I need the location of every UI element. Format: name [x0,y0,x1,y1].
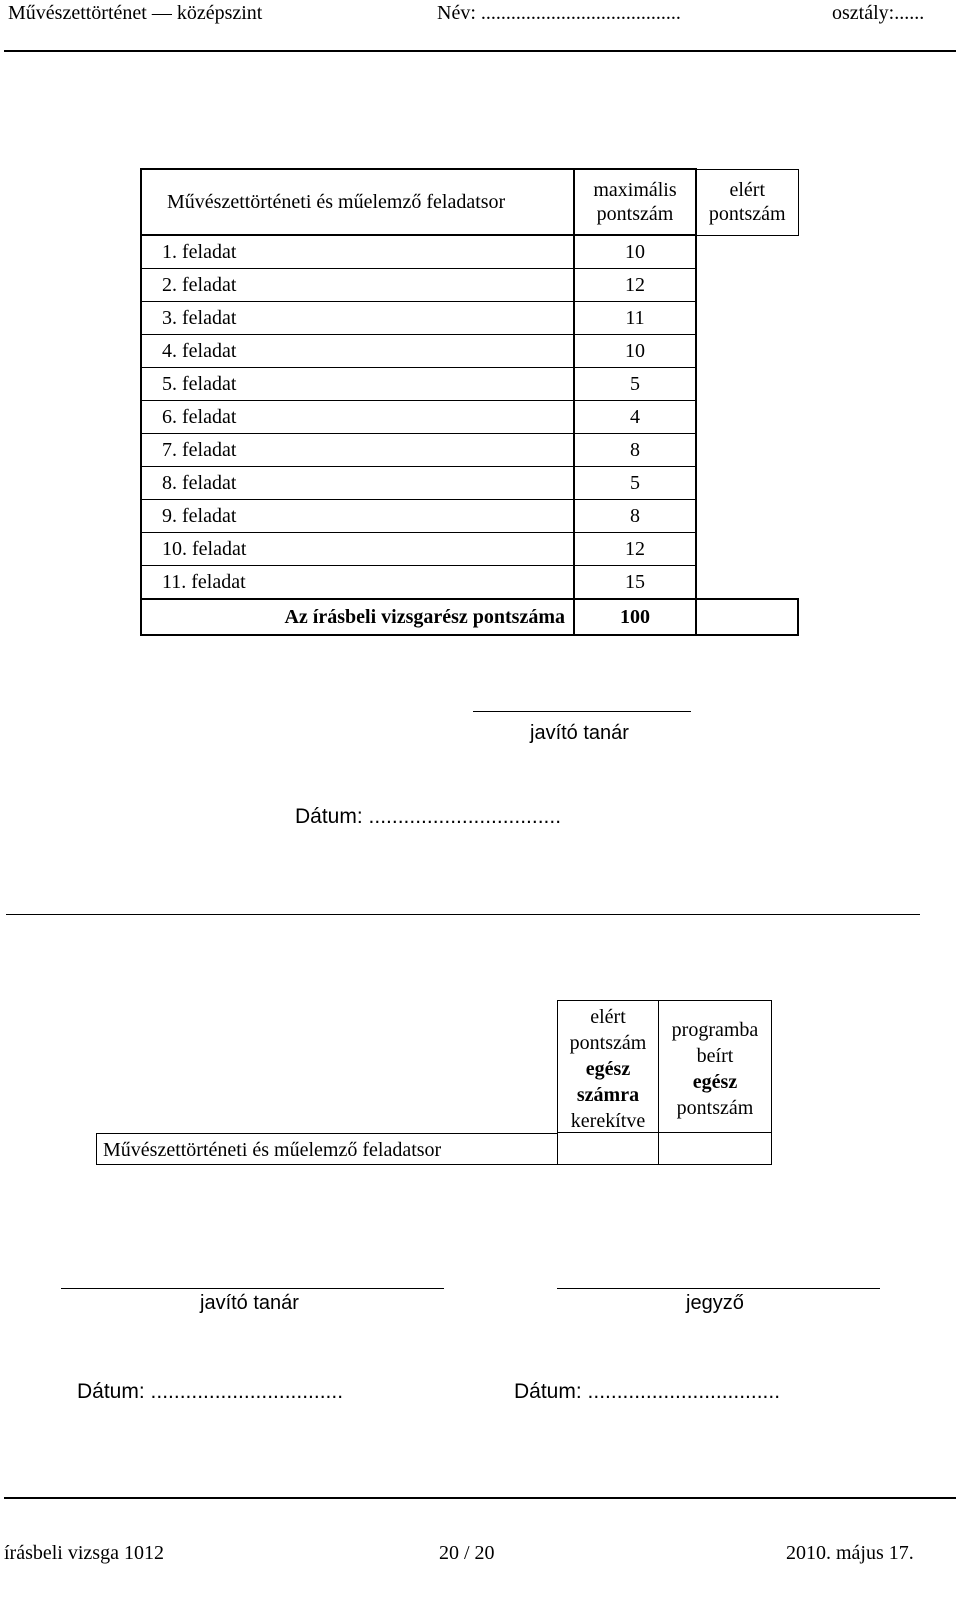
achieved-cell[interactable] [696,335,798,368]
achieved-cell[interactable] [696,269,798,302]
achieved-cell[interactable] [696,401,798,434]
achieved-cell[interactable] [696,533,798,566]
table-row: 11. feladat 15 [141,566,798,600]
total-label: Az írásbeli vizsgarész pontszáma [141,599,574,635]
final-row-label-cell: Művészettörténeti és műelemző feladatsor [96,1133,558,1165]
grader-label: javító tanár [200,1292,299,1314]
signature-line [473,711,691,712]
exam-subject-header: Művészettörténet — középszint [8,2,263,24]
table-row: 6. feladat 4 [141,401,798,434]
score-table-header [141,169,798,235]
footer-date: 2010. május 17. [786,1542,914,1564]
achieved-cell[interactable] [696,434,798,467]
date-field-notary: Dátum: ................................. [514,1380,781,1403]
name-field: Név: ........................................ [437,2,681,24]
final-program-header: programba beírt egész pontszám [658,1000,772,1133]
table-row: 9. feladat 8 [141,500,798,533]
score-table [140,168,799,636]
signature-line-notary [557,1288,880,1289]
grader-label: javító tanár [530,722,629,744]
achieved-cell[interactable] [696,302,798,335]
section-divider [6,914,920,915]
header-rule [4,50,956,52]
header-achieved-column: elért pontszám [696,169,798,235]
achieved-cell[interactable] [696,566,798,600]
achieved-cell[interactable] [696,500,798,533]
final-achieved-cell[interactable] [557,1132,659,1165]
table-row: 2. feladat 12 [141,269,798,302]
total-row [141,599,798,635]
achieved-cell[interactable] [696,467,798,500]
table-row: 5. feladat 5 [141,368,798,401]
signature-line-grader [61,1288,444,1289]
table-row: 4. feladat 10 [141,335,798,368]
footer-rule [4,1497,956,1499]
table-row: 7. feladat 8 [141,434,798,467]
header-max-column: maximális pontszám [574,169,696,235]
date-field: Dátum: ................................. [295,805,562,828]
table-row: 1. feladat 10 [141,235,798,269]
achieved-cell[interactable] [696,235,798,269]
header-task-column: Művészettörténeti és műelemző feladatsor [141,169,574,235]
footer-page-number: 20 / 20 [439,1542,495,1564]
table-row: 10. feladat 12 [141,533,798,566]
date-field-grader: Dátum: ................................. [77,1380,344,1403]
class-field: osztály:...... [832,2,925,24]
notary-label: jegyző [686,1292,744,1314]
achieved-cell[interactable] [696,368,798,401]
total-max: 100 [574,599,696,635]
footer-exam-code: írásbeli vizsga 1012 [4,1542,164,1564]
table-row: 3. feladat 11 [141,302,798,335]
total-achieved-cell[interactable] [696,599,798,635]
table-row: 8. feladat 5 [141,467,798,500]
final-program-cell[interactable] [658,1132,772,1165]
final-achieved-header: elért pontszám egész számra kerekítve [557,1000,659,1165]
